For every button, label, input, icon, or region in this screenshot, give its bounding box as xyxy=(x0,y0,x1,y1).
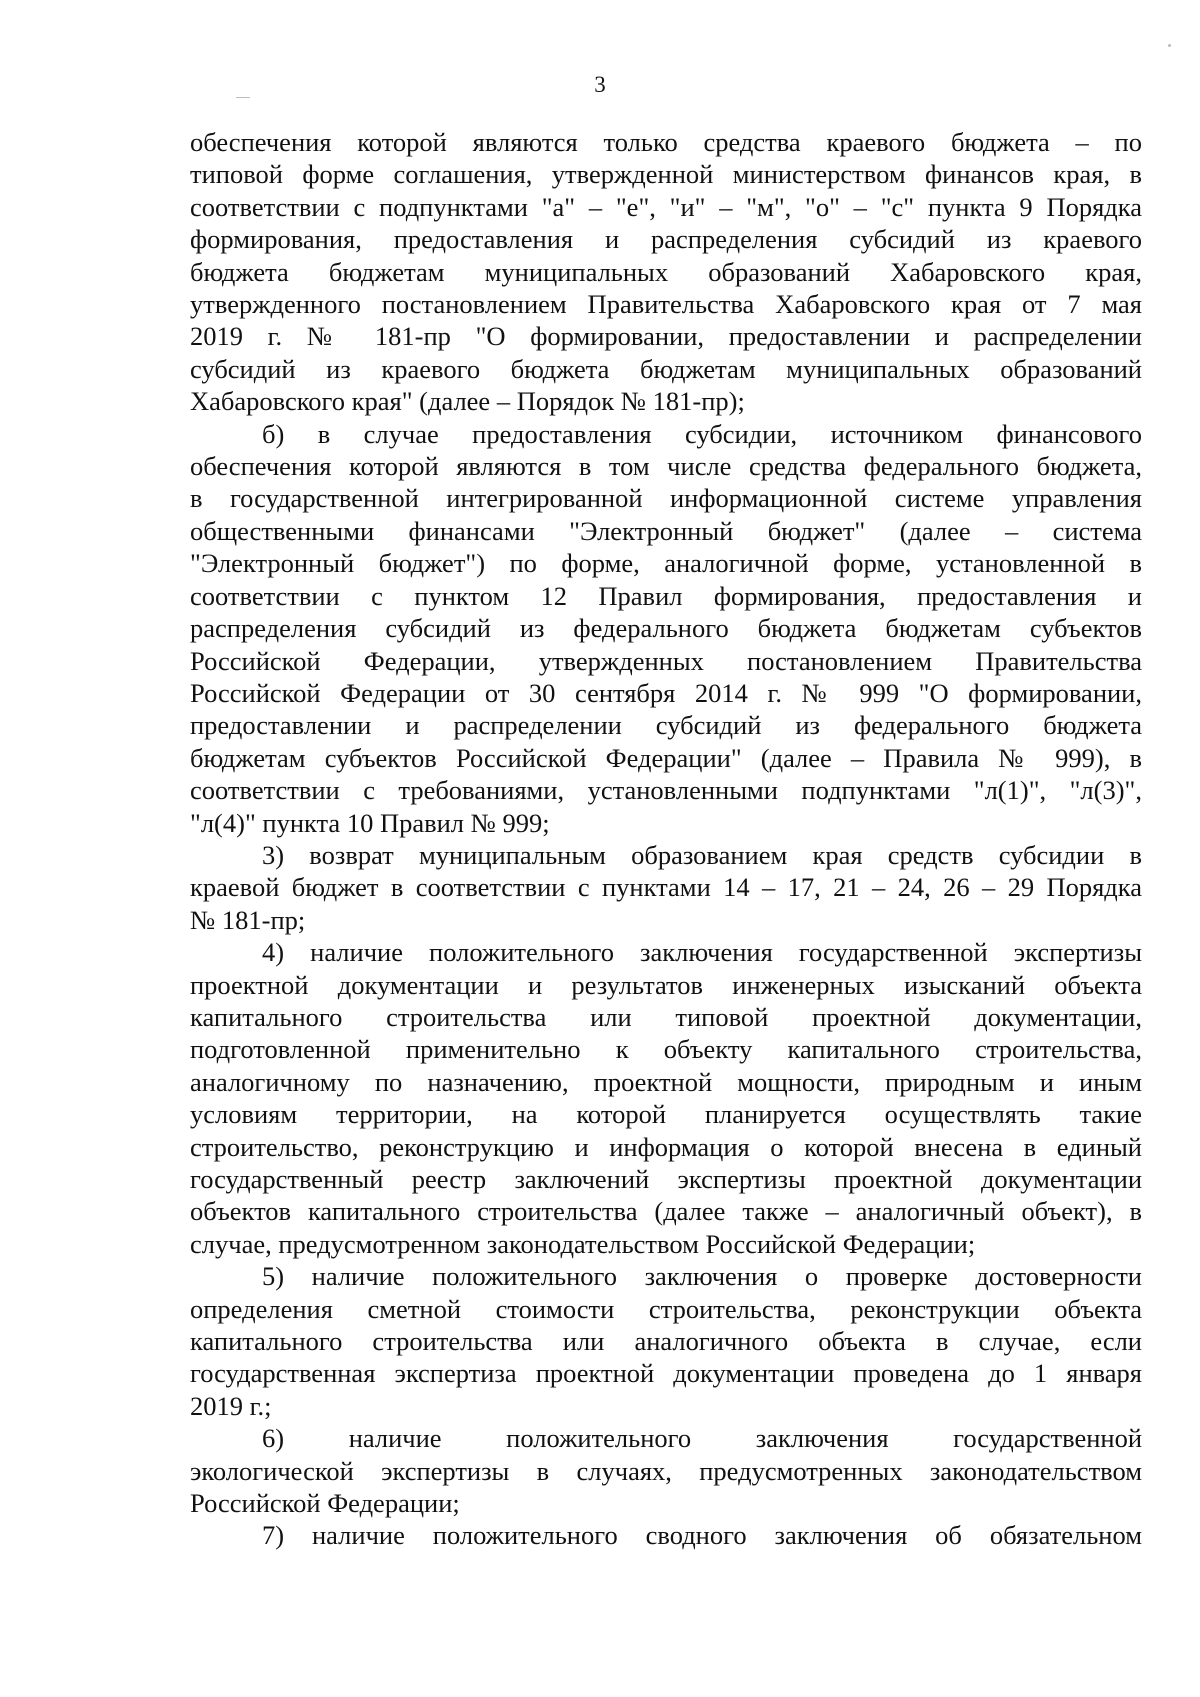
text-line: Российской Федерации от 30 сентября 2014 г. № 999 "О формировании, xyxy=(190,677,1142,708)
text-line: 5) наличие положительного заключения о проверке достоверности xyxy=(262,1261,1142,1292)
text-line: формирования, предоставления и распределения субсидий из краевого xyxy=(190,224,1142,255)
text-line: Российской Федерации, утвержденных постановлением Правительства xyxy=(190,645,1142,676)
paragraph-item-6 xyxy=(190,1422,1142,1519)
text-line: бюджета бюджетам муниципальных образований Хабаровского края, xyxy=(190,256,1142,287)
text-line: б) в случае предоставления субсидии, источником финансового xyxy=(262,418,1142,449)
text-line: утвержденного постановлением Правительства Хабаровского края от 7 мая xyxy=(190,289,1142,320)
paragraph-item-5 xyxy=(190,1260,1142,1422)
text-line: 6) наличие положительного заключения государственной xyxy=(262,1423,1142,1454)
scan-speck xyxy=(1168,44,1171,47)
text-line: соответствии с подпунктами "а" – "е", "и" – "м", "о" – "с" пункта 9 Порядка xyxy=(190,191,1142,222)
text-line: бюджетам субъектов Российской Федерации" (далее – Правила № 999), в xyxy=(190,742,1142,773)
paragraph-subpoint-b xyxy=(190,418,1142,839)
text-line: 3) возврат муниципальным образованием края средств субсидии в xyxy=(262,839,1142,870)
text-line: условиям территории, на которой планируется осуществлять такие xyxy=(190,1099,1142,1130)
text-line: краевой бюджет в соответствии с пунктами 14 – 17, 21 – 24, 26 – 29 Порядка xyxy=(190,872,1142,903)
text-line: обеспечения которой являются только средства краевого бюджета – по xyxy=(190,127,1142,157)
text-line: капитального строительства или типовой проектной документации, xyxy=(190,1001,1142,1032)
text-line: случае, предусмотренном законодательством Российской Федерации; xyxy=(190,1228,976,1259)
scan-speck xyxy=(236,97,250,98)
text-line: предоставлении и распределении субсидий из федерального бюджета xyxy=(190,710,1142,741)
text-line: 2019 г.; xyxy=(190,1390,272,1421)
paragraph-item-7 xyxy=(190,1519,1142,1551)
text-line: общественными финансами "Электронный бюджет" (далее – система xyxy=(190,515,1142,546)
text-line: 7) наличие положительного сводного заключения об обязательном xyxy=(262,1520,1142,1551)
paragraph-item-4 xyxy=(190,936,1142,1260)
text-line: Хабаровского края" (далее – Порядок № 181-пр); xyxy=(190,386,745,417)
text-line: государственная экспертиза проектной документации проведена до 1 января xyxy=(190,1358,1142,1389)
text-line: № 181-пр; xyxy=(190,904,306,935)
text-line: подготовленной применительно к объекту капитального строительства, xyxy=(190,1034,1142,1065)
text-line: государственный реестр заключений экспертизы проектной документации xyxy=(190,1164,1142,1194)
paragraph-item-3 xyxy=(190,839,1142,936)
text-line: определения сметной стоимости строительства, реконструкции объекта xyxy=(190,1293,1142,1324)
text-line: субсидий из краевого бюджета бюджетам муниципальных образований xyxy=(190,353,1142,384)
text-line: строительство, реконструкцию и информация о которой внесена в единый xyxy=(190,1131,1142,1162)
text-line: соответствии с пунктом 12 Правил формирования, предоставления и xyxy=(190,580,1142,611)
text-line: Российской Федерации; xyxy=(190,1488,460,1519)
text-line: "Электронный бюджет") по форме, аналогичной форме, установленной в xyxy=(190,548,1142,579)
text-line: аналогичному по назначению, проектной мощности, природным и иным xyxy=(190,1066,1142,1097)
text-line: типовой форме соглашения, утвержденной министерством финансов края, в xyxy=(190,159,1142,190)
paragraph-subpoint-a-continuation xyxy=(190,126,1142,418)
text-line: 2019 г. № 181-пр "О формировании, предоставлении и распределении xyxy=(190,321,1142,352)
text-line: распределения субсидий из федерального бюджета бюджетам субъектов xyxy=(190,613,1142,644)
document-body xyxy=(190,126,1142,1552)
text-line: капитального строительства или аналогичного объекта в случае, если xyxy=(190,1326,1142,1357)
text-line: в государственной интегрированной информационной системе управления xyxy=(190,483,1142,514)
text-line: объектов капитального строительства (далее также – аналогичный объект), в xyxy=(190,1196,1142,1227)
text-line: соответствии с требованиями, установленными подпунктами "л(1)", "л(3)", xyxy=(190,775,1142,806)
page-number: 3 xyxy=(594,72,606,97)
text-line: экологической экспертизы в случаях, предусмотренных законодательством xyxy=(190,1455,1142,1486)
text-line: обеспечения которой являются в том числе средства федерального бюджета, xyxy=(190,451,1142,482)
text-line: проектной документации и результатов инженерных изысканий объекта xyxy=(190,969,1142,1000)
text-line: "л(4)" пункта 10 Правил № 999; xyxy=(190,807,550,838)
text-line: 4) наличие положительного заключения государственной экспертизы xyxy=(262,937,1142,968)
